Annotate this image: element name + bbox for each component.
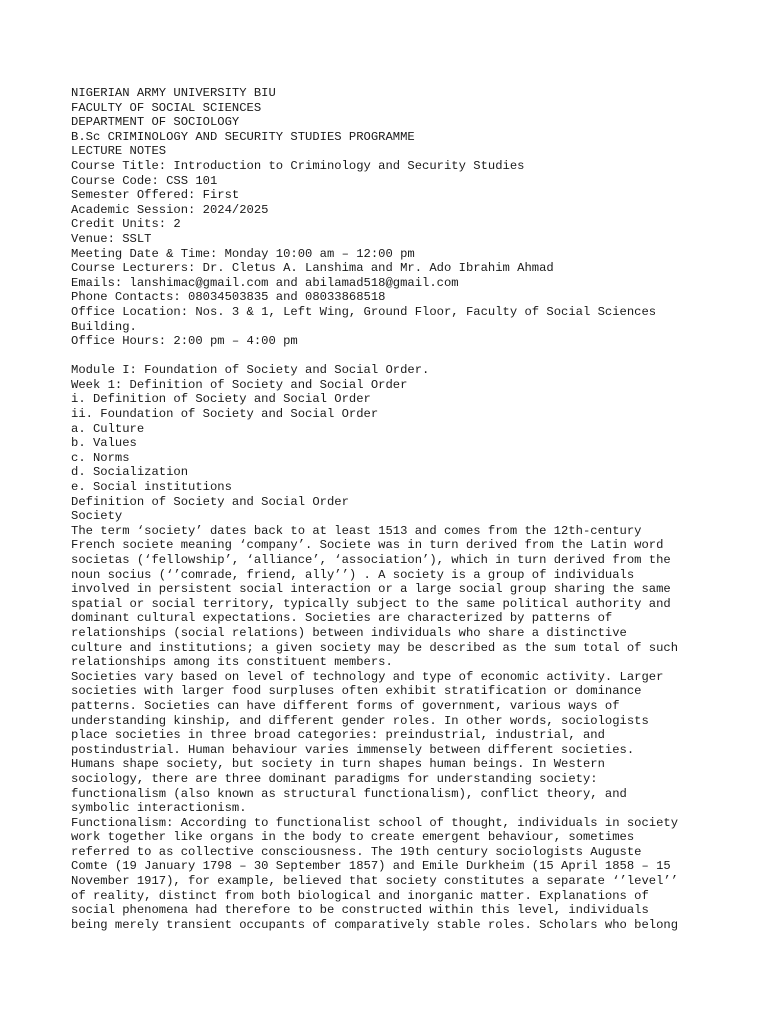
- course-lecturers: Course Lecturers: Dr. Cletus A. Lanshima and Mr. Ado Ibrahim Ahmad: [71, 261, 554, 276]
- paragraph-line: Societies vary based on level of technology and type of economic activity. Larger: [71, 669, 664, 684]
- week-title: Week 1: Definition of Society and Social Order: [71, 377, 408, 392]
- paragraph-line: Comte (19 January 1798 – 30 September 1857) and Emile Durkheim (15 April 1858 – 15: [71, 859, 671, 874]
- section-spacer: [71, 349, 711, 364]
- paragraph-line: understanding kinship, and different gender roles. In other words, sociologists: [71, 713, 649, 728]
- emails: Emails: lanshimac@gmail.com and abilamad518@gmail.com: [71, 275, 459, 290]
- credit-units: Credit Units: 2: [71, 217, 181, 232]
- paragraph-line: being merely transient occupants of comparatively stable roles. Scholars who belong: [71, 917, 679, 932]
- university-name: NIGERIAN ARMY UNIVERSITY BIU: [71, 86, 276, 100]
- office-location-continued: Building.: [71, 319, 137, 334]
- document-page: [71, 86, 711, 932]
- paragraph-line: symbolic interactionism.: [71, 801, 247, 816]
- course-title: Course Title: Introduction to Criminology and Security Studies: [71, 158, 525, 173]
- paragraph-line: dominant cultural expectations. Societies are characterized by patterns of: [71, 611, 613, 626]
- paragraph-line: work together like organs in the body to create emergent behaviour, sometimes: [71, 830, 635, 845]
- paragraph-line: referred to as collective consciousness. The 19th century sociologists Auguste: [71, 844, 642, 859]
- paragraph-line: November 1917), for example, believed that society constitutes a separate ‘’level’’: [71, 874, 679, 889]
- programme-name: B.Sc CRIMINOLOGY AND SECURITY STUDIES PROGRAMME: [71, 129, 415, 144]
- office-hours: Office Hours: 2:00 pm – 4:00 pm: [71, 334, 298, 349]
- phone-contacts: Phone Contacts: 08034503835 and 08033868518: [71, 290, 386, 305]
- subsection-heading: Society: [71, 509, 123, 524]
- paragraph-line: postindustrial. Human behaviour varies immensely between different societies.: [71, 742, 635, 757]
- outline-subitem: e. Social institutions: [71, 480, 232, 495]
- department-name: DEPARTMENT OF SOCIOLOGY: [71, 115, 240, 130]
- paragraph-line: social phenomena had therefore to be constructed within this level, individuals: [71, 903, 649, 918]
- office-location: Office Location: Nos. 3 & 1, Left Wing, Ground Floor, Faculty of Social Sciences: [71, 304, 657, 319]
- section-heading: Definition of Society and Social Order: [71, 494, 349, 509]
- paragraph-line: French societe meaning ‘company’. Societe was in turn derived from the Latin word: [71, 538, 664, 553]
- paragraph-line: involved in persistent social interaction or a large social group sharing the same: [71, 582, 671, 597]
- academic-session: Academic Session: 2024/2025: [71, 202, 269, 217]
- paragraph-line: noun socius (‘’comrade, friend, ally’’) . A society is a group of individuals: [71, 567, 635, 582]
- paragraph-line: Functionalism: According to functionalist school of thought, individuals in society: [71, 815, 679, 830]
- outline-subitem: a. Culture: [71, 421, 145, 436]
- paragraph-line: relationships among its constituent members.: [71, 655, 393, 670]
- course-code: Course Code: CSS 101: [71, 173, 218, 188]
- paragraph-line: patterns. Societies can have different forms of government, various ways of: [71, 698, 620, 713]
- paragraph-line: societies with larger food surpluses often exhibit stratification or dominance: [71, 684, 642, 699]
- paragraph-line: place societies in three broad categories: preindustrial, industrial, and: [71, 728, 605, 743]
- outline-subitem: c. Norms: [71, 450, 130, 465]
- paragraph-line: Humans shape society, but society in turn shapes human beings. In Western: [71, 757, 605, 772]
- course-header: [71, 86, 711, 349]
- outline-item: i. Definition of Society and Social Order: [71, 392, 371, 407]
- paragraph-line: spatial or social territory, typically subject to the same political authority and: [71, 596, 671, 611]
- lecture-body: [71, 363, 711, 932]
- paragraph-line: sociology, there are three dominant paradigms for understanding society:: [71, 771, 598, 786]
- semester-offered: Semester Offered: First: [71, 188, 240, 203]
- document-type: LECTURE NOTES: [71, 144, 167, 159]
- venue: Venue: SSLT: [71, 231, 152, 246]
- faculty-name: FACULTY OF SOCIAL SCIENCES: [71, 100, 262, 115]
- outline-item: ii. Foundation of Society and Social Order: [71, 407, 379, 422]
- outline-subitem: b. Values: [71, 436, 137, 451]
- module-title: Module I: Foundation of Society and Social Order.: [71, 363, 430, 378]
- paragraph-line: culture and institutions; a given society may be described as the sum total of such: [71, 640, 679, 655]
- paragraph-line: relationships (social relations) between individuals who share a distinctive: [71, 625, 627, 640]
- outline-subitem: d. Socialization: [71, 465, 189, 480]
- paragraph-line: functionalism (also known as structural functionalism), conflict theory, and: [71, 786, 627, 801]
- paragraph-line: societas (‘fellowship’, ‘alliance’, ‘association’), which in turn derived from the: [71, 553, 671, 567]
- paragraph-line: of reality, distinct from both biological and inorganic matter. Explanations of: [71, 888, 649, 903]
- paragraph-line: The term ‘society’ dates back to at least 1513 and comes from the 12th-century: [71, 523, 642, 538]
- meeting-time: Meeting Date & Time: Monday 10:00 am – 12:00 pm: [71, 246, 415, 261]
